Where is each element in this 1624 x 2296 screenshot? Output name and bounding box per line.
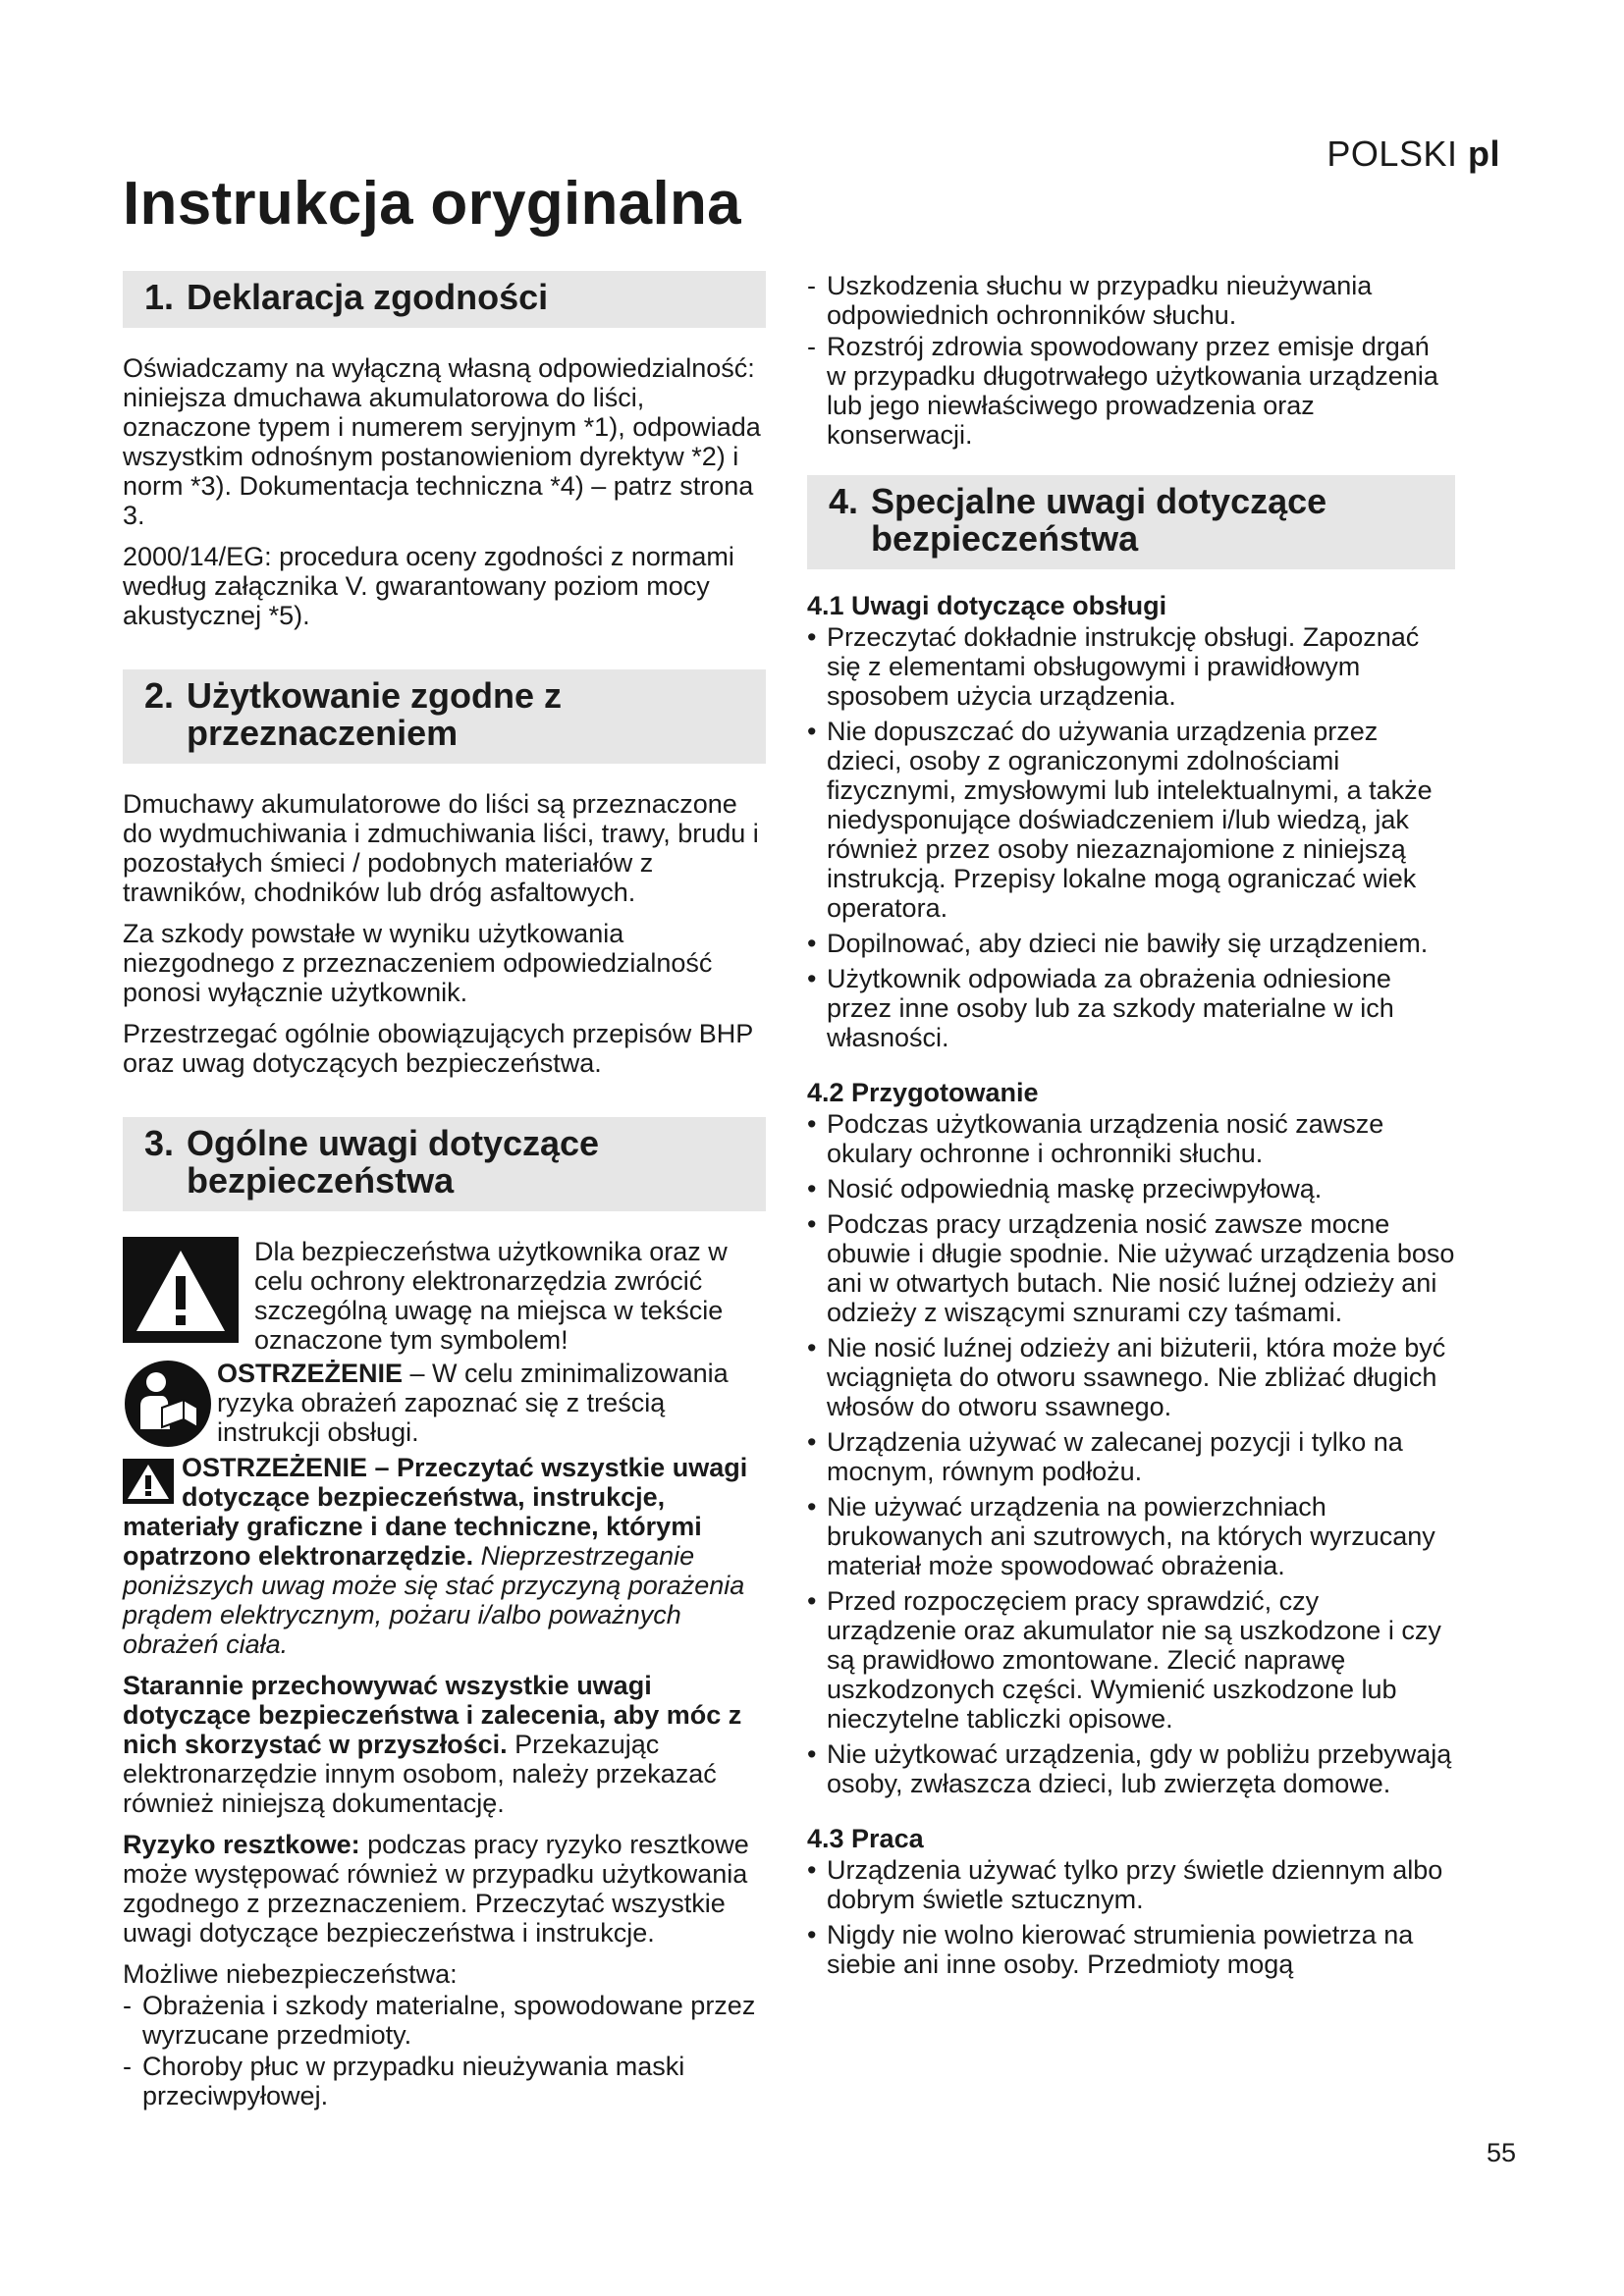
list-item: • Podczas użytkowania urządzenia nosić zawsze okulary ochronne i ochronniki słuchu.: [807, 1109, 1455, 1168]
list-item: - Uszkodzenia słuchu w przypadku nieużywania odpowiednich ochronników słuchu.: [807, 271, 1455, 330]
symbol-explanation: Dla bezpieczeństwa użytkownika oraz w celu ochrony elektronarzędzia zwrócić szczególną uwagę na miejsca w tekście oznaczone tym symbolem!: [254, 1237, 728, 1355]
operation-notes-list: [807, 622, 1455, 1052]
read-manual-warning: [123, 1359, 766, 1449]
language-code: pl: [1468, 133, 1500, 174]
residual-risk-paragraph: [123, 1830, 766, 1948]
section-number: 2.: [144, 675, 175, 716]
page-number: 55: [1486, 2138, 1516, 2167]
section-title: Deklaracja zgodności: [187, 277, 549, 317]
section-3-heading: [123, 1117, 766, 1211]
section-4-heading: [807, 475, 1455, 569]
general-warning-bold: OSTRZEŻENIE – Przeczytać wszystkie uwagi dotyczące bezpieczeństwa, instrukcje, materiały graficzne i dane techniczne, którymi opatrzono elektronarzędzie.: [123, 1453, 748, 1571]
section-title-line2: bezpieczeństwa: [871, 518, 1139, 559]
keep-instructions-bold: Starannie przechowywać wszystkie uwagi dotyczące bezpieczeństwa i zalecenia, aby móc z nich skorzystać w przyszłości.: [123, 1671, 742, 1759]
read-manual-text: [217, 1359, 766, 1447]
subsection-4-2-title: 4.2 Przygotowanie: [807, 1078, 1039, 1107]
preparation-list: [807, 1109, 1455, 1798]
section-1-heading: [123, 271, 766, 328]
list-item: • Użytkownik odpowiada za obrażenia odniesione przez inne osoby lub za szkody materialne w ich własności.: [807, 964, 1455, 1052]
section-title-line1: Ogólne uwagi dotyczące: [187, 1123, 600, 1163]
section-title-line1: Użytkowanie zgodne z: [187, 675, 563, 716]
language-label: [1326, 133, 1500, 175]
subsection-4-1-title: 4.1 Uwagi dotyczące obsługi: [807, 591, 1167, 620]
read-manual-icon: [123, 1359, 213, 1449]
general-warning-paragraph: [123, 1453, 766, 1659]
language-name: POLSKI: [1326, 133, 1458, 174]
keep-instructions-text: Przekazując elektronarzędzie innym osobom, należy przekazać również niniejszą dokumentację.: [123, 1730, 717, 1818]
warning-symbol-block: [123, 1237, 766, 1355]
list-item: - Obrażenia i szkody materialne, spowodowane przez wyrzucane przedmioty.: [123, 1991, 766, 2050]
list-item: • Podczas pracy urządzenia nosić zawsze mocne obuwie i długie spodnie. Nie używać urządzenia boso ani w otwartych butach. Nie nosić luźnej odzieży ani odzieży z wiszącymi sznurami czy taśmami.: [807, 1209, 1455, 1327]
general-warning-italic: Nieprzestrzeganie poniższych uwag może się stać przyczyną porażenia prądem elektrycznym, pożaru i/albo poważnych obrażeń ciała.: [123, 1541, 745, 1659]
section-title-line2: bezpieczeństwa: [187, 1160, 455, 1201]
section-number: 1.: [144, 277, 175, 317]
right-column: [807, 271, 1455, 2004]
intended-use-paragraph: Dmuchawy akumulatorowe do liści są przeznaczone do wydmuchiwania i zdmuchiwania liści, trawy, brudu i pozostałych śmieci / podobnych materiałów z trawników, chodników lub dróg asfaltowych.: [123, 789, 759, 907]
warning-triangle-small-icon: [123, 1459, 174, 1504]
list-item: • Nigdy nie wolno kierować strumienia powietrza na siebie ani inne osoby. Przedmioty mogą: [807, 1920, 1455, 1979]
list-item: • Nosić odpowiednią maskę przeciwpyłową.: [807, 1174, 1455, 1203]
list-item: • Nie dopuszczać do używania urządzenia przez dzieci, osoby z ograniczonymi zdolnościami fizycznymi, zmysłowymi lub intelektualnymi, a także niedysponujące doświadczeniem i/lub wiedzą, jak również przez osoby niezaznajomione z niniejszą instrukcją. Przepisy lokalne mogą ograniczać wiek operatora.: [807, 717, 1455, 923]
list-item: - Choroby płuc w przypadku nieużywania maski przeciwpyłowej.: [123, 2052, 766, 2110]
list-item: • Przeczytać dokładnie instrukcję obsługi. Zapoznać się z elementami obsługowymi i prawidłowym sposobem użycia urządzenia.: [807, 622, 1455, 711]
list-item: • Nie nosić luźnej odzieży ani biżuterii, która może być wciągnięta do otworu ssawnego. Nie zbliżać długich włosów do otworu ssawnego.: [807, 1333, 1455, 1421]
safety-rules-paragraph: Przestrzegać ogólnie obowiązujących przepisów BHP oraz uwag dotyczących bezpieczeństwa.: [123, 1019, 753, 1078]
left-column: [123, 271, 766, 2112]
page-title: Instrukcja oryginalna: [123, 170, 741, 238]
list-item: • Nie używać urządzenia na powierzchniach brukowanych ani szutrowych, na których wyrzucany materiał może spowodować obrażenia.: [807, 1492, 1455, 1580]
section-title-line2: przeznaczeniem: [187, 713, 459, 753]
section-2-heading: [123, 669, 766, 764]
conformity-procedure-paragraph: 2000/14/EG: procedura oceny zgodności z normami według załącznika V. gwarantowany poziom mocy akustycznej *5).: [123, 542, 734, 630]
section-number: 4.: [829, 481, 859, 521]
list-item: • Urządzenia używać tylko przy świetle dziennym albo dobrym świetle sztucznym.: [807, 1855, 1455, 1914]
list-item: • Urządzenia używać w zalecanej pozycji i tylko na mocnym, równym podłożu.: [807, 1427, 1455, 1486]
list-item: • Nie użytkować urządzenia, gdy w pobliżu przebywają osoby, zwłaszcza dzieci, lub zwierzęta domowe.: [807, 1739, 1455, 1798]
residual-risk-label: Ryzyko resztkowe:: [123, 1830, 360, 1859]
list-item: - Rozstrój zdrowia spowodowany przez emisje drgań w przypadku długotrwałego użytkowania urządzenia lub jego niewłaściwego prowadzenia oraz konserwacji.: [807, 332, 1455, 450]
residual-risk-text: podczas pracy ryzyko resztkowe może występować również w przypadku użytkowania zgodnego z przeznaczeniem. Przeczytać wszystkie uwagi dotyczące bezpieczeństwa i instrukcje.: [123, 1830, 749, 1948]
warning-label: OSTRZEŻENIE: [217, 1359, 404, 1388]
keep-instructions-paragraph: [123, 1671, 766, 1818]
warning-text: – W celu zminimalizowania ryzyka obrażeń zapoznać się z treścią instrukcji obsługi.: [217, 1359, 729, 1447]
dangers-list-right: [807, 271, 1455, 450]
section-number: 3.: [144, 1123, 175, 1163]
operation-list: [807, 1855, 1455, 1979]
declaration-paragraph: Oświadczamy na wyłączną własną odpowiedzialność: niniejsza dmuchawa akumulatorowa do liści, oznaczone typem i numerem seryjnym *1), odpowiada wszystkim odnośnym postanowieniom dyrektyw *2) i norm *3). Dokumentacja techniczna *4) – patrz strona 3.: [123, 353, 761, 530]
possible-dangers-title: Możliwe niebezpieczeństwa:: [123, 1959, 458, 1989]
warning-triangle-icon: [123, 1237, 239, 1343]
subsection-4-3-title: 4.3 Praca: [807, 1824, 924, 1853]
list-item: • Dopilnować, aby dzieci nie bawiły się urządzeniem.: [807, 929, 1455, 958]
list-item: • Przed rozpoczęciem pracy sprawdzić, czy urządzenie oraz akumulator nie są uszkodzone i czy są prawidłowo zmontowane. Zlecić naprawę uszkodzonych części. Wymienić uszkodzone lub nieczytelne tabliczki opisowe.: [807, 1586, 1455, 1734]
liability-paragraph: Za szkody powstałe w wyniku użytkowania niezgodnego z przeznaczeniem odpowiedzialność ponosi wyłącznie użytkownik.: [123, 919, 713, 1007]
section-title-line1: Specjalne uwagi dotyczące: [871, 481, 1327, 521]
dangers-list-left: [123, 1991, 766, 2110]
